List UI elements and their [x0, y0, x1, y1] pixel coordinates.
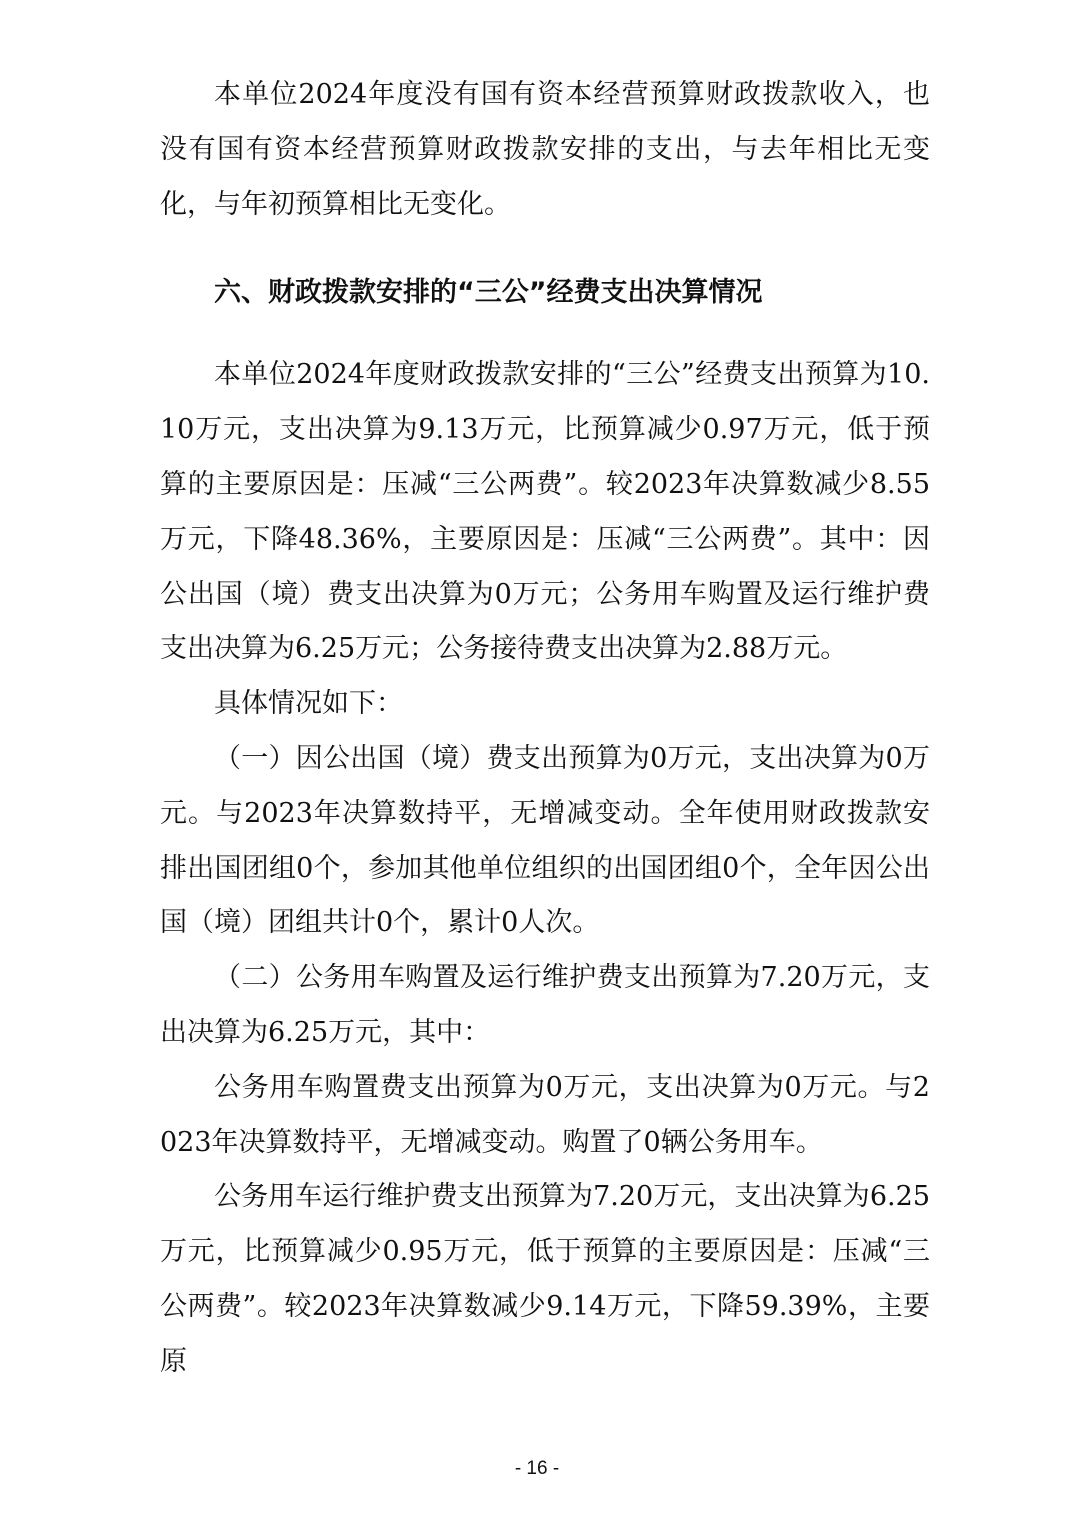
paragraph-vehicle-maintenance: 公务用车运行维护费支出预算为7.20万元，支出决算为6.25万元，比预算减少0.95万元，低于预算的主要原因是：压减“三公两费”。较2023年决算数减少9.14万元，下降59.39%，主要原: [160, 1181, 930, 1377]
paragraph-details-intro: 具体情况如下：: [214, 688, 403, 720]
paragraph-official-vehicles: （二）公务用车购置及运行维护费支出预算为7.20万元，支出决算为6.25万元，其中：: [160, 962, 930, 1048]
page-number: - 16 -: [514, 1458, 560, 1479]
paragraph-no-state-capital-budget: 本单位2024年度没有国有资本经营预算财政拨款收入，也没有国有资本经营预算财政拨款安排的支出，与去年相比无变化，与年初预算相比无变化。: [160, 79, 930, 220]
document-body: [160, 68, 930, 1390]
section-heading-three-public-expenses: 六、财政拨款安排的“三公”经费支出决算情况: [214, 277, 763, 309]
paragraph-overseas-travel: （一）因公出国（境）费支出预算为0万元，支出决算为0万元。与2023年决算数持平，无增减变动。全年使用财政拨款安排出国团组0个，参加其他单位组织的出国团组0个，全年因公出国（境）团组共计0个，累计0人次。: [160, 742, 930, 939]
paragraph-vehicle-purchase: 公务用车购置费支出预算为0万元，支出决算为0万元。与2023年决算数持平，无增减变动。购置了0辆公务用车。: [160, 1071, 930, 1158]
paragraph-three-public-summary: 本单位2024年度财政拨款安排的“三公”经费支出预算为10.10万元，支出决算为9.13万元，比预算减少0.97万元，低于预算的主要原因是：压减“三公两费”。较2023年决算数减少8.55万元，下降48.36%，主要原因是：压减“三公两费”。其中：因公出国（境）费支出决算为0万元；公务用车购置及运行维护费支出决算为6.25万元；公务接待费支出决算为2.88万元。: [160, 359, 930, 665]
